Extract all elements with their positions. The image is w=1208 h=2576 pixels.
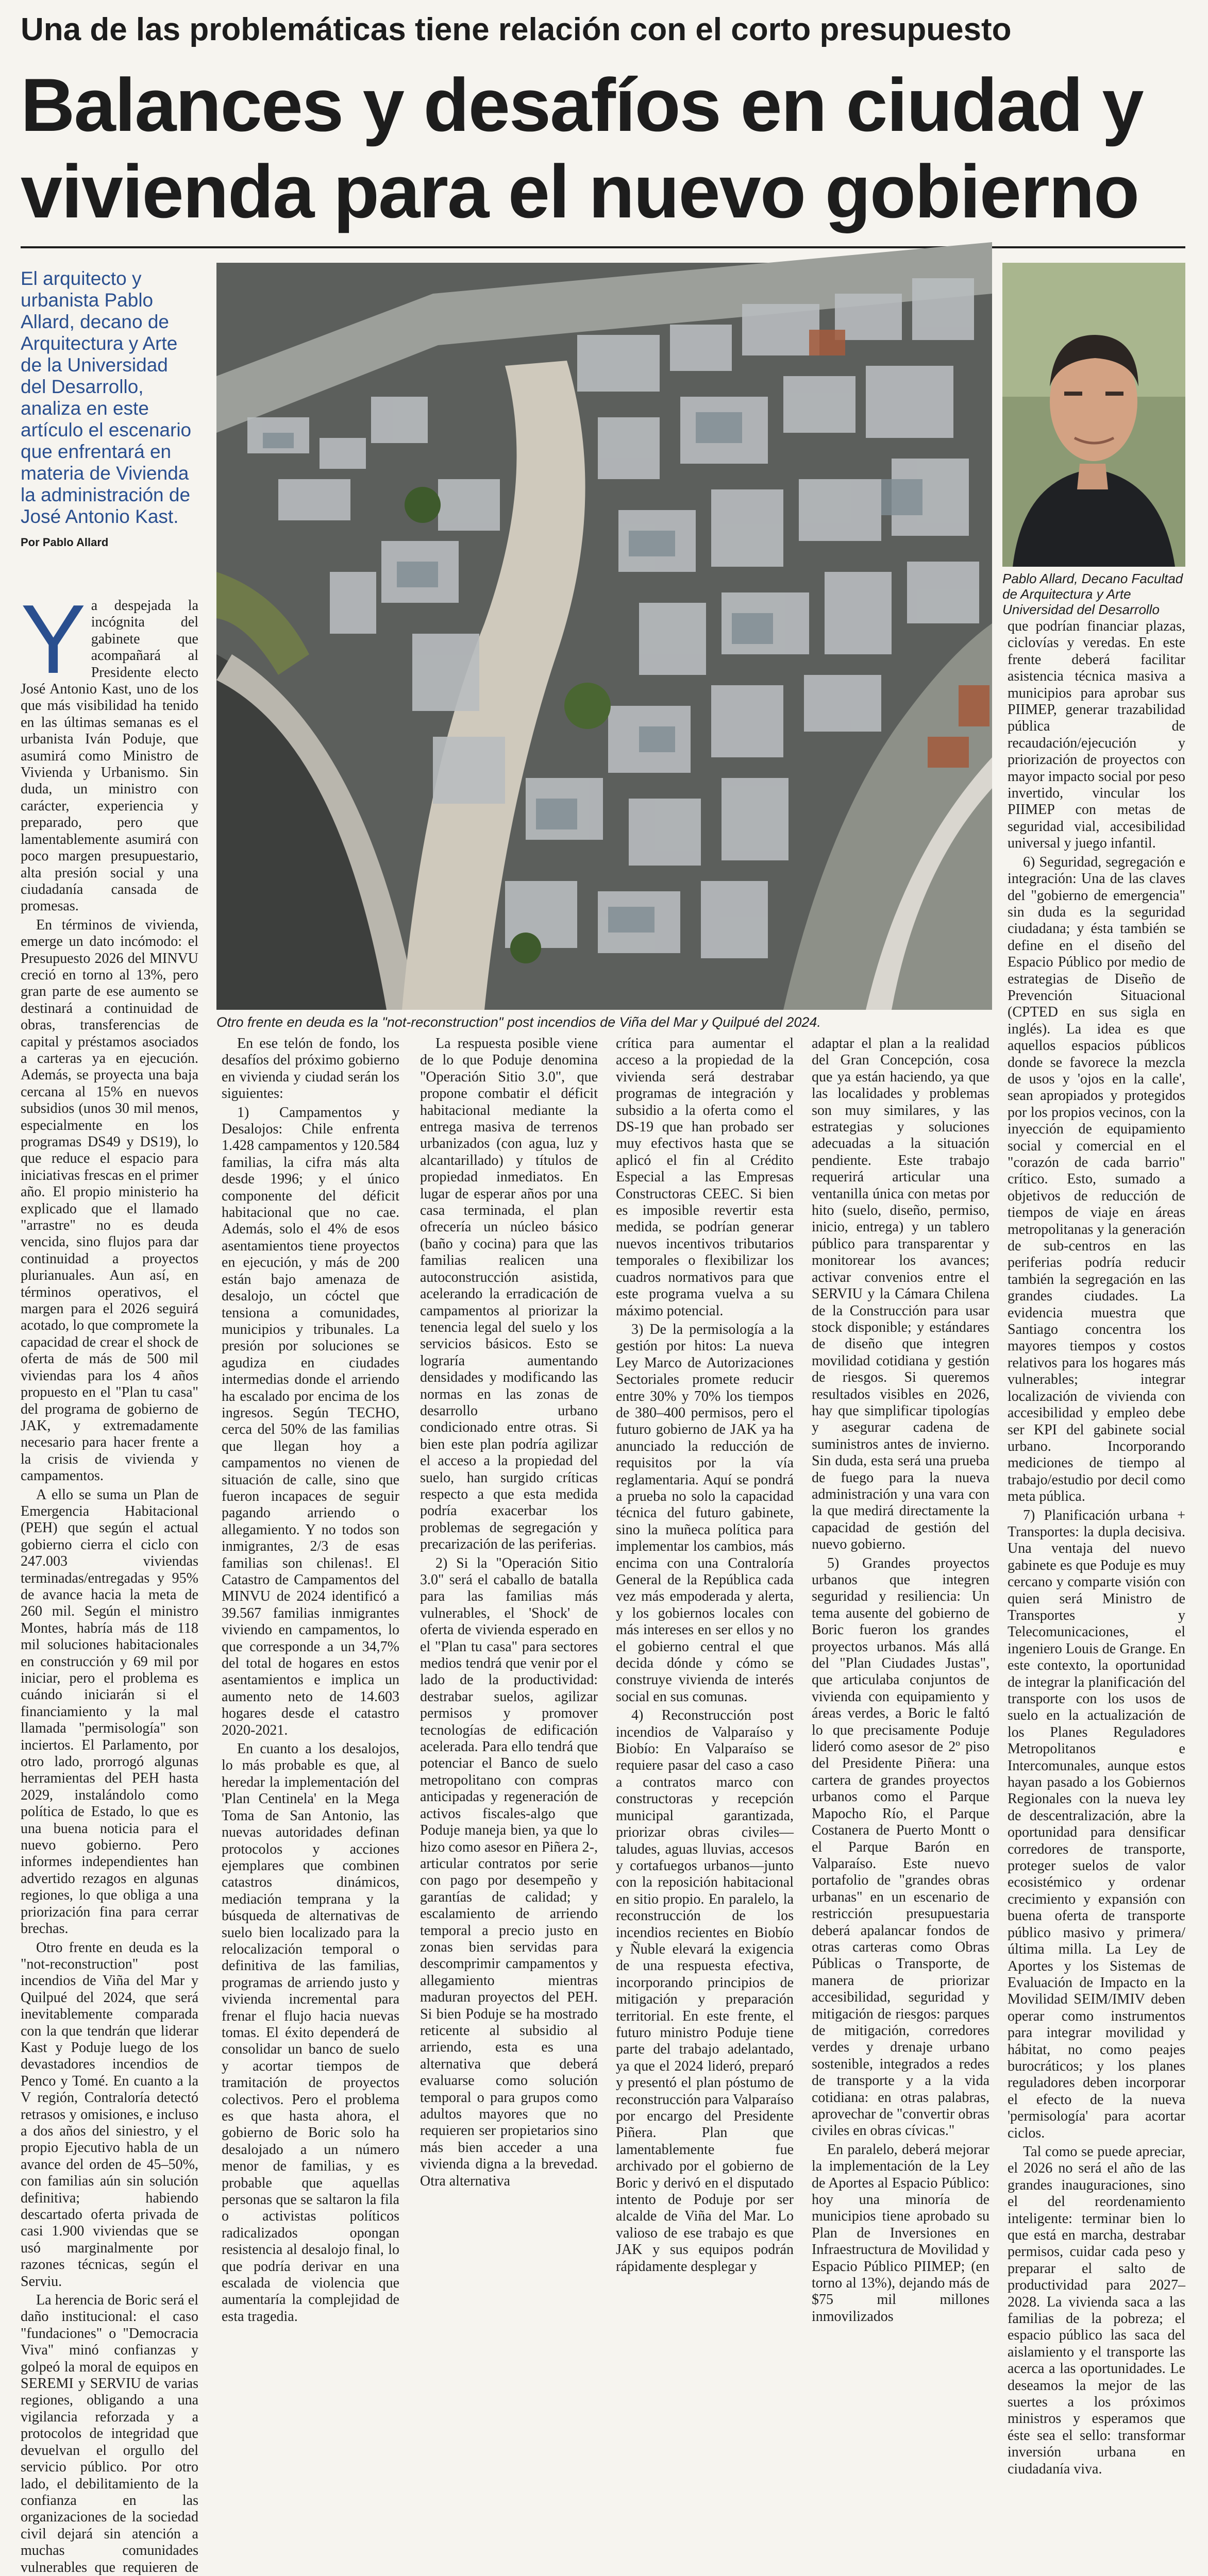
paragraph: A ello se suma un Plan de Emergencia Habitacional (PEH) que según el actual gobierno cierra el ciclo con 247.003 viviendas terminadas/entregadas y 95% de avance hacia la meta de 260 mil. Según el ministro Montes, habría más de 118 mil soluciones habitacionales en construcción y 69 mil por iniciar, pero el problema es cuándo iniciarán si el financiamiento y la mal llamada "permisología" son inciertos. El Parlamento, por otro lado, prorrogó algunas herramientas del PEH hasta 2029, instalándolo como política de Estado, lo que es una buena noticia para el nuevo gobierno. Pero informes independientes han advertido rezagos en algunas regiones, lo que obliga a una priorización fina para cerrar brechas.: [21, 1486, 198, 1937]
paragraph: Tal como se puede apreciar, el 2026 no será el año de las grandes inauguraciones, sino el del reordenamiento inteligente: terminar bien lo que está en marcha, destrabar permisos, cuidar cada peso y preparar el salto de productividad para 2027–2028. La vivienda saca a las familias de la pobreza; el espacio público las saca del aislamiento y el transporte las acerca a las oportunidades. Le deseamos la mejor de las suertes a los próximos ministros y esperamos que éste sea el sello: transformar inversión urbana en ciudadanía viva.: [1008, 2143, 1185, 2477]
article-column-2: [222, 1036, 399, 2325]
pablo-allard-portrait: [1002, 263, 1185, 567]
aerial-settlement-photo: [216, 263, 992, 1010]
paragraph: que podrían financiar plazas, ciclovías y veredas. En este frente deberá facilitar asistencia técnica masiva a municipios para aprobar sus PIIMEP, generar trazabilidad pública de recaudación/ejecución y priorización de proyectos con mayor impacto social por peso invertido, vincular los PIIMEP con metas de seguridad vial, accesibilidad universal y juego infantil.: [1008, 618, 1185, 852]
paragraph: La herencia de Boric será el daño institucional: el caso "fundaciones" o "Democracia Viva" minó confianzas y golpeó la moral de equipos en SEREMI y SERVIU de varias regiones, obligando a una vigilancia reforzada y a protocolos de integridad que devuelvan el orgullo del servicio público. Por otro lado, el debilitamiento de la confianza en las organizaciones de la sociedad civil dejará sin atención a muchas comunidades vulnerables que requieren de: [21, 2292, 198, 2575]
opening-text: a despejada la incógnita del gabinete que acompañará al Presidente electo José Antonio Kast, uno de los que más visibilidad ha tenido en las últimas semanas es el urbanista Iván Poduje, que asumirá como Ministro de Vivienda y Urbanismo. Sin duda, un ministro con carácter, experiencia y preparado, pero que lamentablemente asumirá con poco margen presupuestario, alta presión social y una ciudadanía cansada de promesas.: [21, 598, 198, 914]
portrait-caption: Pablo Allard, Decano Facultad de Arquitectura y Arte Universidad del Desarrollo: [1002, 571, 1183, 617]
paragraph: 5) Grandes proyectos urbanos que integren seguridad y resiliencia: Un tema ausente del gobierno de Boric fueron los grandes proyectos urbanos. Más allá del "Plan Ciudades Justas", que articulaba conjuntos de vivienda con equipamiento y áreas verdes, a Boric le faltó lo que precisamente Poduje lideró como asesor de 2º piso del Presidente Piñera: una cartera de grandes proyectos urbanos como el Parque Mapocho Río, el Parque Costanera de Puerto Montt o el Parque Barón en Valparaíso. Este nuevo portafolio de "grandes obras urbanas" en un escenario de restricción presupuestaria deberá apalancar fondos de otras carteras como Obras Públicas o Transporte, de manera de priorizar accesibilidad, seguridad y mitigación de riesgos: parques de mitigación, corredores verdes y drenaje urbano sostenible, integrados a redes de transporte y a la vida cotidiana: en otras palabras, aprovechar de "convertir obras civiles en obras cívicas.": [812, 1555, 989, 2139]
paragraph: En ese telón de fondo, los desafíos del próximo gobierno en vivienda y ciudad serán los siguientes:: [222, 1036, 399, 1102]
paragraph: adaptar el plan a la realidad del Gran Concepción, cosa que ya están haciendo, ya que las localidades y problemas son muy similares, y las estrategias y soluciones adecuadas a la situación pendiente. Este trabajo requerirá articular una ventanilla única con metas por hito (suelo, diseño, permiso, inicio, entrega) y un tablero público para transparentar y monitorear los avances; activar convenios entre el SERVIU y la Cámara Chilena de la Construcción para usar stock disponible; y estándares de diseño que integren movilidad cotidiana y gestión de riesgos. Si queremos resultados visibles en 2026, hay que simplificar tipologías y asegurar cadena de suministros antes de invierno. Sin duda, esta será una prueba de fuego para la nueva administración y una vara con la que medirá directamente la capacidad de gestión del nuevo gobierno.: [812, 1036, 989, 1553]
lead-paragraph: El arquitecto y urbanista Pablo Allard, decano de Arquitectura y Arte de la Universidad del Desarrollo, analiza en este artículo el escenario que enfrentará en materia de Vivienda la administración de José Antonio Kast.: [21, 268, 192, 527]
paragraph: Otro frente en deuda es la "not-reconstruction" post incendios de Viña del Mar y Quilpué del 2024, que será inevitablemente comparada con la que tendrán que liderar Kast y Poduje luego de los devastadores incendios de Penco y Tomé. En cuanto a la V región, Contraloría detectó retrasos y omisiones, e incluso a dos años del siniestro, y el propio Ejecutivo habla de un avance del orden de 45–50%, con familias aún sin solución definitiva; habiendo descartado oferta privada de casi 1.900 viviendas que se usó marginalmente por razones técnicas, según el Serviu.: [21, 1939, 198, 2290]
headline: Balances y desafíos en ciudad y vivienda para el nuevo gobierno: [21, 63, 1143, 233]
paragraph-opening: [21, 585, 198, 915]
paragraph: 1) Campamentos y Desalojos: Chile enfrenta 1.428 campamentos y 120.584 familias, la cifra más alta desde 1996; y el único componente del déficit habitacional que no cae. Además, solo el 4% de esos asentamientos tiene proyectos en ejecución, y más de 200 están bajo amenaza de desalojo, un cóctel que tensiona a comunidades, municipios y tribunales. La presión por soluciones se agudiza en ciudades intermedias donde el arriendo ha escalado por encima de los ingresos. Según TECHO, cerca del 50% de las familias que llegan hoy a campamentos no vienen de situación de calle, sino que fueron incapaces de seguir pagando arriendo o allegamiento. Y no todos son inmigrantes, 2/3 de esas familias son chilenas!. El Catastro de Campamentos del MINVU de 2024 identificó a 39.567 familias inmigrantes viviendo en campamentos, lo que corresponde a un 34,7% del total de hogares en estos asentamientos e implica un aumento neto de 14.603 hogares desde el catastro 2020-2021.: [222, 1104, 399, 1738]
paragraph: 2) Si la "Operación Sitio 3.0" será el caballo de batalla para las familias más vulnerables, el 'Shock' de oferta de vivienda esperado en el "Plan tu casa" para sectores medios tendrá que venir por el lado de la productividad: destrabar suelos, agilizar permisos y promover tecnologías de edificación acelerada. Para ello tendrá que potenciar el Banco de suelo metropolitano con compras anticipadas y regeneración de activos fiscales-algo que Poduje maneja bien, ya que lo hizo como asesor en Piñera 2-, articular contratos por serie con pago por desempeño y garantías de calidad; y escalamiento de arriendo temporal a precio justo en zonas bien servidas para descomprimir campamentos y allegamiento mientras maduran proyectos del PEH. Si bien Poduje se ha mostrado reticente al subsidio al arriendo, esta es una alternativa que deberá evaluarse como solución temporal o para grupos como adultos mayores que no requieren ser propietarios sino más bien acceder a una vivienda digna a la brevedad. Otra alternativa: [420, 1555, 598, 2189]
paragraph: 3) De la permisología a la gestión por hitos: La nueva Ley Marco de Autorizaciones Sectoriales promete reducir entre 30% y 70% los tiempos de 380–400 permisos, pero el futuro gobierno de JAK ya ha anunciado la reducción de requisitos por la vía reglamentaria. Aquí se pondrá a prueba no solo la capacidad técnica del futuro gabinete, sino la muñeca política para implementar los cambios, más encima con una Contraloría General de la República cada vez más empoderada y alerta, y los gobiernos locales con más intereses en ser ellos y no el gobierno central el que decida dónde y cómo se construye vivienda de interés social en sus comunas.: [616, 1321, 794, 1705]
kicker: Una de las problemáticas tiene relación con el corto presupuesto: [21, 12, 1012, 47]
article-column-4: [616, 1036, 794, 2275]
paragraph: 6) Seguridad, segregación e integración: Una de las claves del "gobierno de emergencia" sin duda es la seguridad ciudadana; y ésta también se define en el diseño del Espacio Público por medio de estrategias de Diseño de Prevención Situacional (CPTED en sus sigla en inglés). La idea es que aquellos espacios públicos donde se favorece la mezcla de usos y 'ojos en la calle', sean apropiados y protegidos por los propios vecinos, con la inyección de equipamiento social y comercial en el "corazón de cada barrio" crítico. Esto, sumado a objetivos de reducción de tiempos de viaje en áreas metropolitanas y la generación de sub-centros en las periferias podría reducir también la segregación en las grandes ciudades. La evidencia muestra que Santiago concentra los mayores tiempos y costos relativos para los hogares más vulnerables; integrar localización de vivienda con accesibilidad y empleo debe ser KPI del gabinete social urbano. Incorporando mediciones de tiempo al trabajo/estudio por decil como meta pública.: [1008, 854, 1185, 1505]
paragraph: 4) Reconstrucción post incendios de Valparaíso y Biobío: En Valparaíso se requiere pasar del caso a caso a contratos marco con constructoras y recepción municipal garantizada, priorizar obras civiles—taludes, aguas lluvias, accesos y cortafuegos urbanos—junto con la reposición habitacional en sitio propio. En paralelo, la reconstrucción de los incendios recientes en Biobío y Ñuble elevará la exigencia de una respuesta efectiva, incorporando principios de mitigación y preparación territorial. En este frente, el futuro ministro Poduje tiene parte del trabajo adelantado, ya que el 2024 lideró, preparó y presentó el plan póstumo de reconstrucción para Valparaíso por encargo del Presidente Piñera. Plan que lamentablemente fue archivado por el gobierno de Boric y derivó en el disputado intento de Poduje por ser alcalde de Viña del Mar. Lo valioso de ese trabajo es que JAK y sus equipos podrán rápidamente desplegar y: [616, 1707, 794, 2275]
portrait-photo: [1002, 263, 1185, 567]
paragraph: En términos de vivienda, emerge un dato incómodo: el Presupuesto 2026 del MINVU creció en torno al 13%, pero gran parte de ese aumento se destinará a continuidad de obras, transferencias de capital y préstamos asociados a carteras ya en ejecución. Además, se proyecta una baja cercana al 15% en nuevos subsidios (unos 30 mil menos, especialmente en los programas DS49 y DS19), lo que reduce el espacio para iniciativas frescas en el primer año. El propio ministerio ha explicado que el llamado "arrastre" no es deuda vencida, sino flujos para dar continuidad a proyectos plurianuales. Aun así, en términos operativos, el margen para el 2026 seguirá acotado, lo que compromete la capacidad de crear el shock de oferta de más de 500 mil viviendas para los 4 años propuesto en el "Plan tu casa" del programa de gobierno de JAK, y extremadamente necesario para hacer frente a la crisis de vivienda y campamentos.: [21, 917, 198, 1484]
paragraph: En cuanto a los desalojos, lo más probable es que, al heredar la implementación del 'Plan Centinela' en la Mega Toma de San Antonio, las nuevas autoridades definan protocolos y acciones ejemplares que combinen catastros dinámicos, mediación temprana y la búsqueda de alternativas de suelo bien localizado para la relocalización temporal o definitiva de las familias, programas de arriendo justo y vivienda incremental para frenar el flujo hacia nuevas tomas. El éxito dependerá de consolidar un banco de suelo y acortar tiempos de tramitación de proyectos colectivos. Pero el problema es que hasta ahora, el gobierno de Boric solo ha desalojado a un número menor de familias, y es probable que aquellas personas que se saltaron la fila o activistas políticos radicalizados opongan resistencia al desalojo final, lo que podría derivar en una escalada de violencia que aumentaría la complejidad de esta tragedia.: [222, 1741, 399, 2325]
photo-caption: Otro frente en deuda es la "not-reconstruction" post incendios de Viña del Mar y Quilpué del 2024.: [216, 1014, 821, 1030]
article-column-5: [812, 1036, 989, 2325]
divider: [21, 246, 1185, 248]
paragraph: crítica para aumentar el acceso a la propiedad de la vivienda será destrabar programas de integración y subsidio a la oferta como el DS-19 que han probado ser muy efectivos hasta que se aplicó el fin al Crédito Especial a las Empresas Constructoras CEEC. Si bien es imposible revertir esta medida, se podrían generar nuevos incentivos tributarios temporales o flexibilizar los cuadros normativos para que este programa vuelva a su máximo potencial.: [616, 1036, 794, 1319]
byline: Por Pablo Allard: [21, 536, 109, 549]
dropcap: Y: [21, 585, 86, 694]
article-column-1: [21, 585, 198, 2575]
article-column-6: [1008, 618, 1185, 2477]
article-column-3: [420, 1036, 598, 2189]
aerial-photo: [216, 263, 992, 1010]
paragraph: En paralelo, deberá mejorar la implementación de la Ley de Aportes al Espacio Público: hoy una minoría de municipios tiene aprobado su Plan de Inversiones en Infraestructura de Movilidad y Espacio Público PIIMEP; (en torno al 13%), dejando más de $75 mil millones inmovilizados: [812, 2141, 989, 2325]
paragraph: 7) Planificación urbana + Transportes: la dupla decisiva. Una ventaja del nuevo gabinete es que Poduje es muy cercano y comparte visión con quien será Ministro de Transportes y Telecomunicaciones, el ingeniero Louis de Grange. En este contexto, la oportunidad de integrar la planificación del transporte con los usos de suelo en la actualización de los Planes Reguladores Metropolitanos e Intercomunales, aunque estos hayan pasado a los Gobiernos Regionales con la nueva ley de descentralización, abre la oportunidad para densificar corredores de transporte, proteger suelos de valor ecosistémico y ordenar crecimiento y expansión con buena oferta de transporte público masivo y primera/última milla. La Ley de Aportes y los Sistemas de Evaluación de Impacto en la Movilidad SEIM/IMIV deben operar como instrumentos para integrar movilidad y hábitat, no como peajes burocráticos; y los planes reguladores deben incorporar el efecto de la nueva 'permisología' para acortar ciclos.: [1008, 1507, 1185, 2141]
paragraph: La respuesta posible viene de lo que Poduje denomina "Operación Sitio 3.0", que propone combatir el déficit habitacional mediante la entrega masiva de terrenos urbanizados (con agua, luz y alcantarillado) y títulos de propiedad inmediatos. En lugar de esperar años por una casa terminada, el plan ofrecería un núcleo básico (baño y cocina) para que las familias realicen una autoconstrucción asistida, acelerando la erradicación de campamentos al priorizar la tenencia legal del suelo y los servicios básicos. Esto se lograría aumentando densidades y modificando las normas en las zonas de desarrollo urbano condicionado entre otras. Si bien este plan podría agilizar el acceso a la propiedad del suelo, han surgido críticas respecto a que esta medida podría exacerbar los problemas de segregación y precarización de las periferias.: [420, 1036, 598, 1553]
